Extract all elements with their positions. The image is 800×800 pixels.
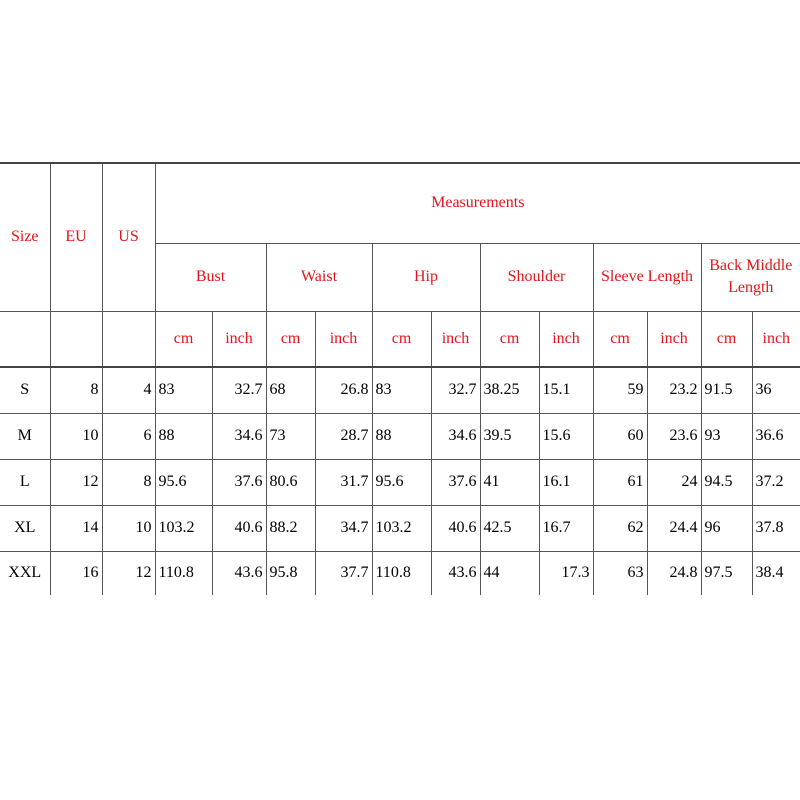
- hip-cm-header: cm: [372, 311, 431, 367]
- table-row: [0, 413, 800, 459]
- shoulder-inch-cell: 16.7: [539, 505, 593, 551]
- hip-inch-cell: 32.7: [431, 367, 480, 413]
- waist-inch-cell: 34.7: [315, 505, 372, 551]
- eu-cell: 12: [50, 459, 102, 505]
- shoulder-inch-cell: 15.6: [539, 413, 593, 459]
- sleeve-inch-cell: 24: [647, 459, 701, 505]
- shoulder-header: Shoulder: [480, 243, 593, 311]
- waist-cm-cell: 80.6: [266, 459, 315, 505]
- size-column-header: Size: [0, 163, 50, 311]
- back-cm-header: cm: [701, 311, 752, 367]
- us-cell: 10: [102, 505, 155, 551]
- waist-inch-cell: 37.7: [315, 551, 372, 595]
- waist-cm-cell: 68: [266, 367, 315, 413]
- size-cell: L: [0, 459, 50, 505]
- table-row: [0, 551, 800, 595]
- eu-cell: 8: [50, 367, 102, 413]
- size-cell: M: [0, 413, 50, 459]
- eu-cell: 10: [50, 413, 102, 459]
- table-row: [0, 505, 800, 551]
- back-inch-cell: 38.4: [752, 551, 800, 595]
- size-cell: XL: [0, 505, 50, 551]
- shoulder-inch-header: inch: [539, 311, 593, 367]
- shoulder-cm-cell: 38.25: [480, 367, 539, 413]
- bust-cm-cell: 95.6: [155, 459, 212, 505]
- us-cell: 8: [102, 459, 155, 505]
- table-row: [0, 459, 800, 505]
- waist-cm-header: cm: [266, 311, 315, 367]
- hip-inch-cell: 34.6: [431, 413, 480, 459]
- size-cell: S: [0, 367, 50, 413]
- back-middle-length-header: Back Middle Length: [701, 243, 800, 311]
- bust-inch-cell: 32.7: [212, 367, 266, 413]
- back-cm-cell: 96: [701, 505, 752, 551]
- bust-inch-cell: 43.6: [212, 551, 266, 595]
- back-cm-cell: 97.5: [701, 551, 752, 595]
- back-cm-cell: 93: [701, 413, 752, 459]
- hip-header: Hip: [372, 243, 480, 311]
- sleeve-cm-cell: 61: [593, 459, 647, 505]
- back-inch-cell: 37.2: [752, 459, 800, 505]
- waist-header: Waist: [266, 243, 372, 311]
- bust-cm-cell: 88: [155, 413, 212, 459]
- shoulder-cm-cell: 44: [480, 551, 539, 595]
- hip-inch-cell: 40.6: [431, 505, 480, 551]
- bust-inch-cell: 37.6: [212, 459, 266, 505]
- shoulder-cm-header: cm: [480, 311, 539, 367]
- eu-cell: 16: [50, 551, 102, 595]
- shoulder-inch-cell: 16.1: [539, 459, 593, 505]
- sleeve-inch-header: inch: [647, 311, 701, 367]
- back-cm-cell: 91.5: [701, 367, 752, 413]
- sleeve-inch-cell: 24.8: [647, 551, 701, 595]
- waist-inch-cell: 26.8: [315, 367, 372, 413]
- table-row: [0, 367, 800, 413]
- hip-cm-cell: 83: [372, 367, 431, 413]
- sleeve-cm-cell: 63: [593, 551, 647, 595]
- size-cell: XXL: [0, 551, 50, 595]
- hip-cm-cell: 103.2: [372, 505, 431, 551]
- sleeve-length-header: Sleeve Length: [593, 243, 701, 311]
- shoulder-cm-cell: 42.5: [480, 505, 539, 551]
- us-cell: 6: [102, 413, 155, 459]
- measurements-header-row: [0, 163, 800, 243]
- sleeve-cm-cell: 60: [593, 413, 647, 459]
- hip-inch-header: inch: [431, 311, 480, 367]
- size-chart-table: [0, 162, 800, 595]
- hip-cm-cell: 110.8: [372, 551, 431, 595]
- measurements-header: Measurements: [155, 163, 800, 243]
- back-inch-cell: 37.8: [752, 505, 800, 551]
- sleeve-inch-cell: 24.4: [647, 505, 701, 551]
- us-cell: 12: [102, 551, 155, 595]
- bust-header: Bust: [155, 243, 266, 311]
- hip-cm-cell: 95.6: [372, 459, 431, 505]
- shoulder-cm-cell: 39.5: [480, 413, 539, 459]
- bust-inch-cell: 34.6: [212, 413, 266, 459]
- waist-inch-cell: 28.7: [315, 413, 372, 459]
- back-inch-header: inch: [752, 311, 800, 367]
- sleeve-cm-cell: 59: [593, 367, 647, 413]
- bust-cm-cell: 110.8: [155, 551, 212, 595]
- us-column-header: US: [102, 163, 155, 311]
- back-cm-cell: 94.5: [701, 459, 752, 505]
- bust-cm-cell: 103.2: [155, 505, 212, 551]
- sleeve-inch-cell: 23.2: [647, 367, 701, 413]
- us-spacer-cell: [102, 311, 155, 367]
- sleeve-cm-header: cm: [593, 311, 647, 367]
- back-inch-cell: 36: [752, 367, 800, 413]
- hip-cm-cell: 88: [372, 413, 431, 459]
- waist-cm-cell: 95.8: [266, 551, 315, 595]
- bust-cm-cell: 83: [155, 367, 212, 413]
- waist-inch-cell: 31.7: [315, 459, 372, 505]
- hip-inch-cell: 43.6: [431, 551, 480, 595]
- waist-cm-cell: 73: [266, 413, 315, 459]
- waist-inch-header: inch: [315, 311, 372, 367]
- us-cell: 4: [102, 367, 155, 413]
- size-spacer-cell: [0, 311, 50, 367]
- eu-spacer-cell: [50, 311, 102, 367]
- eu-cell: 14: [50, 505, 102, 551]
- sleeve-inch-cell: 23.6: [647, 413, 701, 459]
- back-inch-cell: 36.6: [752, 413, 800, 459]
- shoulder-cm-cell: 41: [480, 459, 539, 505]
- shoulder-inch-cell: 17.3: [539, 551, 593, 595]
- unit-header-row: [0, 311, 800, 367]
- bust-cm-header: cm: [155, 311, 212, 367]
- shoulder-inch-cell: 15.1: [539, 367, 593, 413]
- eu-column-header: EU: [50, 163, 102, 311]
- sleeve-cm-cell: 62: [593, 505, 647, 551]
- hip-inch-cell: 37.6: [431, 459, 480, 505]
- waist-cm-cell: 88.2: [266, 505, 315, 551]
- bust-inch-header: inch: [212, 311, 266, 367]
- bust-inch-cell: 40.6: [212, 505, 266, 551]
